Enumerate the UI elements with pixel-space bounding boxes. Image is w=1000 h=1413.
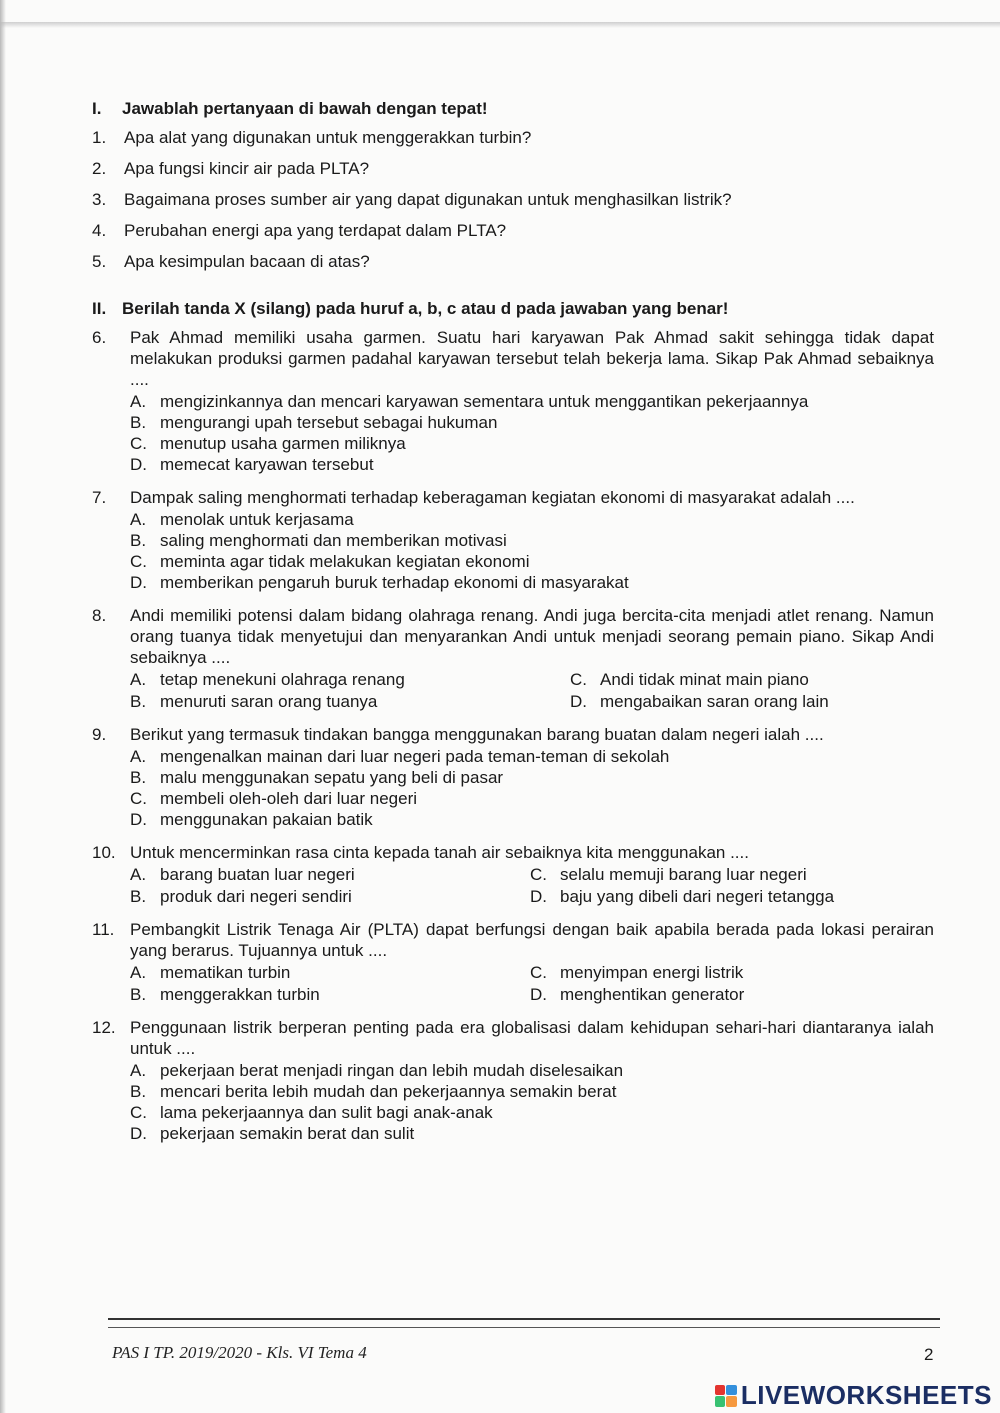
option-letter: B. [130,887,147,906]
question-9 [92,724,934,830]
option-a[interactable] [130,864,530,885]
option-text: menolak untuk kerjasama [160,510,354,529]
page-number: 2 [924,1345,934,1364]
question-stem: Untuk mencerminkan rasa cinta kepada tanah air sebaiknya kita menggunakan .... [130,843,749,862]
question-number: 10. [92,843,116,862]
question-number: 11. [92,920,115,939]
option-a[interactable] [130,1060,934,1081]
question-8 [92,605,934,712]
option-text: mengabaikan saran orang lain [600,692,829,711]
option-a[interactable] [130,509,934,530]
section-1-questions [92,127,934,272]
option-letter: A. [130,963,147,982]
option-a[interactable] [130,669,570,690]
worksheet-content [92,98,934,1156]
option-letter: C. [570,670,587,689]
option-letter: D. [530,887,547,906]
section-1-title [92,98,934,119]
question-stem: Berikut yang termasuk tindakan bangga menggunakan barang buatan dalam negeri ialah .... [130,725,824,744]
option-text: memecat karyawan tersebut [160,455,374,474]
option-text: saling menghormati dan memberikan motivasi [160,531,507,550]
option-letter: D. [130,1124,147,1143]
question-number: 2. [92,159,107,178]
option-letter: C. [130,434,147,453]
section-1-number: I. [92,99,102,118]
option-a[interactable] [130,962,530,983]
option-text: mencari berita lebih mudah dan pekerjaannya semakin berat [160,1082,617,1101]
question-2 [92,158,934,179]
option-text: membeli oleh-oleh dari luar negeri [160,789,418,808]
option-text: menuruti saran orang tuanya [160,692,378,711]
question-number: 9. [92,725,107,744]
option-text: mengenalkan mainan dari luar negeri pada teman-teman di sekolah [160,747,670,766]
option-letter: A. [130,747,147,766]
option-d[interactable] [130,572,934,593]
scan-left-edge [0,0,6,1413]
question-number: 1. [92,128,107,147]
question-number: 8. [92,606,107,625]
question-7 [92,487,934,593]
option-letter: C. [530,865,547,884]
option-text: tetap menekuni olahraga renang [160,670,405,689]
option-letter: D. [530,985,547,1004]
question-number: 6. [92,328,107,347]
option-b[interactable] [130,1081,934,1102]
option-c[interactable] [570,669,934,690]
option-text: memberikan pengaruh buruk terhadap ekonomi di masyarakat [160,573,629,592]
footer-rule-thin [108,1327,940,1328]
option-letter: B. [130,1082,147,1101]
option-letter: B. [130,531,147,550]
option-text: lama pekerjaannya dan sulit bagi anak-anak [160,1103,493,1122]
question-number: 5. [92,252,107,271]
option-letter: C. [130,789,147,808]
option-text: menggunakan pakaian batik [160,810,373,829]
option-text: pekerjaan berat menjadi ringan dan lebih mudah diselesaikan [160,1061,624,1080]
option-letter: B. [130,768,147,787]
question-4 [92,220,934,241]
option-c[interactable] [130,551,934,572]
option-a[interactable] [130,746,934,767]
section-1-heading: Jawablah pertanyaan di bawah dengan tepat! [122,99,488,118]
option-b[interactable] [130,691,570,712]
option-c[interactable] [530,962,934,983]
question-text: Perubahan energi apa yang terdapat dalam PLTA? [124,221,507,240]
option-a[interactable] [130,391,934,412]
option-letter: C. [530,963,547,982]
option-text: mematikan turbin [160,963,291,982]
scan-top-edge [0,22,1000,28]
option-letter: D. [130,455,147,474]
question-number: 12. [92,1018,116,1037]
option-d[interactable] [530,984,934,1005]
section-2-number: II. [92,299,107,318]
option-text: produk dari negeri sendiri [160,887,352,906]
option-letter: B. [130,692,147,711]
section-2-heading: Berilah tanda X (silang) pada huruf a, b, c atau d pada jawaban yang benar! [122,299,729,318]
option-d[interactable] [130,809,934,830]
option-letter: B. [130,413,147,432]
question-1 [92,127,934,148]
question-text: Apa fungsi kincir air pada PLTA? [124,159,370,178]
option-text: selalu memuji barang luar negeri [560,865,807,884]
question-10 [92,842,934,907]
option-d[interactable] [130,454,934,475]
question-stem: Pembangkit Listrik Tenaga Air (PLTA) dapat berfungsi dengan baik apabila berada pada lokasi perairan yang berarus. Tujuannya untuk .... [130,920,934,960]
question-text: Apa kesimpulan bacaan di atas? [124,252,370,271]
liveworksheets-logo-icon [715,1385,737,1407]
question-stem: Pak Ahmad memiliki usaha garmen. Suatu hari karyawan Pak Ahmad sakit sehingga tidak dapat melakukan produksi garmen padahal karyawan tersebut telah bekerja lama. Sikap Pak Ahmad sebaiknya .... [130,328,934,389]
option-d[interactable] [530,886,934,907]
footer-exam-info: PAS I TP. 2019/2020 - Kls. VI Tema 4 [112,1343,367,1362]
question-number: 7. [92,488,107,507]
option-text: pekerjaan semakin berat dan sulit [160,1124,415,1143]
question-12 [92,1017,934,1144]
question-stem: Penggunaan listrik berperan penting pada era globalisasi dalam kehidupan sehari-hari diantaranya ialah untuk .... [130,1018,934,1058]
option-text: menyimpan energi listrik [560,963,744,982]
question-5 [92,251,934,272]
question-stem: Dampak saling menghormati terhadap keberagaman kegiatan ekonomi di masyarakat adalah .... [130,488,855,507]
option-b[interactable] [130,530,934,551]
option-text: Andi tidak minat main piano [600,670,809,689]
option-d[interactable] [130,1123,934,1144]
option-c[interactable] [530,864,934,885]
question-number: 3. [92,190,107,209]
option-text: menggerakkan turbin [160,985,320,1004]
option-letter: D. [570,692,587,711]
option-b[interactable] [130,984,530,1005]
option-b[interactable] [130,412,934,433]
option-text: meminta agar tidak melakukan kegiatan ekonomi [160,552,530,571]
option-c[interactable] [130,788,934,809]
option-text: baju yang dibeli dari negeri tetangga [560,887,835,906]
option-text: mengurangi upah tersebut sebagai hukuman [160,413,498,432]
question-text: Apa alat yang digunakan untuk menggerakkan turbin? [124,128,532,147]
question-number: 4. [92,221,107,240]
question-stem: Andi memiliki potensi dalam bidang olahraga renang. Andi juga bercita-cita menjadi atlet renang. Namun orang tuanya tidak menyetujui dan menyarankan Andi untuk menjadi seorang pemain piano. Sikap Andi sebaiknya .... [130,606,934,667]
question-3 [92,189,934,210]
option-c[interactable] [130,433,934,454]
question-text: Bagaimana proses sumber air yang dapat digunakan untuk menghasilkan listrik? [124,190,732,209]
footer-rule [108,1318,940,1320]
option-text: menutup usaha garmen miliknya [160,434,406,453]
option-text: barang buatan luar negeri [160,865,355,884]
option-letter: A. [130,1061,147,1080]
question-6 [92,327,934,475]
option-letter: A. [130,670,147,689]
option-letter: D. [130,810,147,829]
option-letter: A. [130,392,147,411]
option-c[interactable] [130,1102,934,1123]
option-b[interactable] [130,767,934,788]
option-d[interactable] [570,691,934,712]
question-11 [92,919,934,1005]
watermark-text: LIVEWORKSHEETS [740,1380,992,1410]
option-letter: B. [130,985,147,1004]
option-text: menghentikan generator [560,985,745,1004]
option-letter: A. [130,865,147,884]
liveworksheets-watermark [715,1380,992,1411]
option-text: malu menggunakan sepatu yang beli di pasar [160,768,504,787]
option-letter: D. [130,573,147,592]
option-text: mengizinkannya dan mencari karyawan sementara untuk menggantikan pekerjaannya [160,392,809,411]
section-2-title [92,298,934,319]
option-letter: C. [130,1103,147,1122]
option-letter: A. [130,510,147,529]
option-b[interactable] [130,886,530,907]
option-letter: C. [130,552,147,571]
